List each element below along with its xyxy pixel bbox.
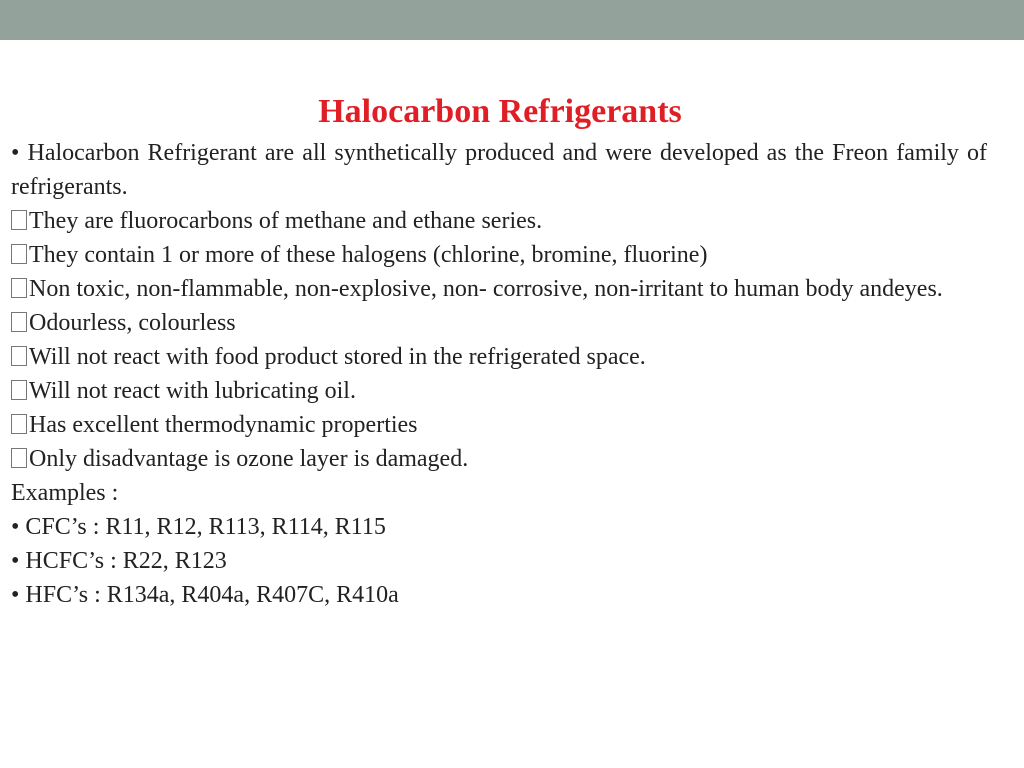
bullet-text: Will not react with lubricating oil. bbox=[29, 378, 356, 404]
bullet-point bbox=[11, 442, 987, 476]
slide-body bbox=[11, 136, 987, 612]
missing-glyph-icon bbox=[11, 278, 27, 298]
examples-label: Examples : bbox=[11, 480, 119, 506]
missing-glyph-icon bbox=[11, 210, 27, 230]
example-item: • HFC’s : R134a, R404a, R407C, R410a bbox=[11, 582, 399, 608]
bullet-point bbox=[11, 374, 987, 408]
missing-glyph-icon bbox=[11, 244, 27, 264]
missing-glyph-icon bbox=[11, 448, 27, 468]
bullet-point bbox=[11, 408, 987, 442]
example-item: • HCFC’s : R22, R123 bbox=[11, 548, 227, 574]
missing-glyph-icon bbox=[11, 380, 27, 400]
bullet-point bbox=[11, 306, 987, 340]
bullet-text: Non toxic, non-flammable, non-explosive, non- corrosive, non-irritant to human body andeyes. bbox=[29, 276, 943, 302]
bullet-point bbox=[11, 272, 987, 306]
bullet-text: They contain 1 or more of these halogens (chlorine, bromine, fluorine) bbox=[29, 242, 708, 268]
missing-glyph-icon bbox=[11, 346, 27, 366]
bullet-text: Has excellent thermodynamic properties bbox=[29, 412, 418, 438]
top-banner bbox=[0, 0, 1024, 40]
bullet-text: They are fluorocarbons of methane and ethane series. bbox=[29, 208, 543, 234]
bullet-text: Odourless, colourless bbox=[29, 310, 236, 336]
bullet-text: Will not react with food product stored in the refrigerated space. bbox=[29, 344, 646, 370]
bullet-point bbox=[11, 204, 987, 238]
slide-title: Halocarbon Refrigerants bbox=[318, 93, 682, 130]
bullet-text: Only disadvantage is ozone layer is damaged. bbox=[29, 446, 469, 472]
missing-glyph-icon bbox=[11, 312, 27, 332]
missing-glyph-icon bbox=[11, 414, 27, 434]
bullet-point bbox=[11, 238, 987, 272]
intro-paragraph: • Halocarbon Refrigerant are all synthetically produced and were developed as the Freon family of refrigerants. bbox=[11, 140, 987, 200]
bullet-point bbox=[11, 340, 987, 374]
example-item: • CFC’s : R11, R12, R113, R114, R115 bbox=[11, 514, 386, 540]
